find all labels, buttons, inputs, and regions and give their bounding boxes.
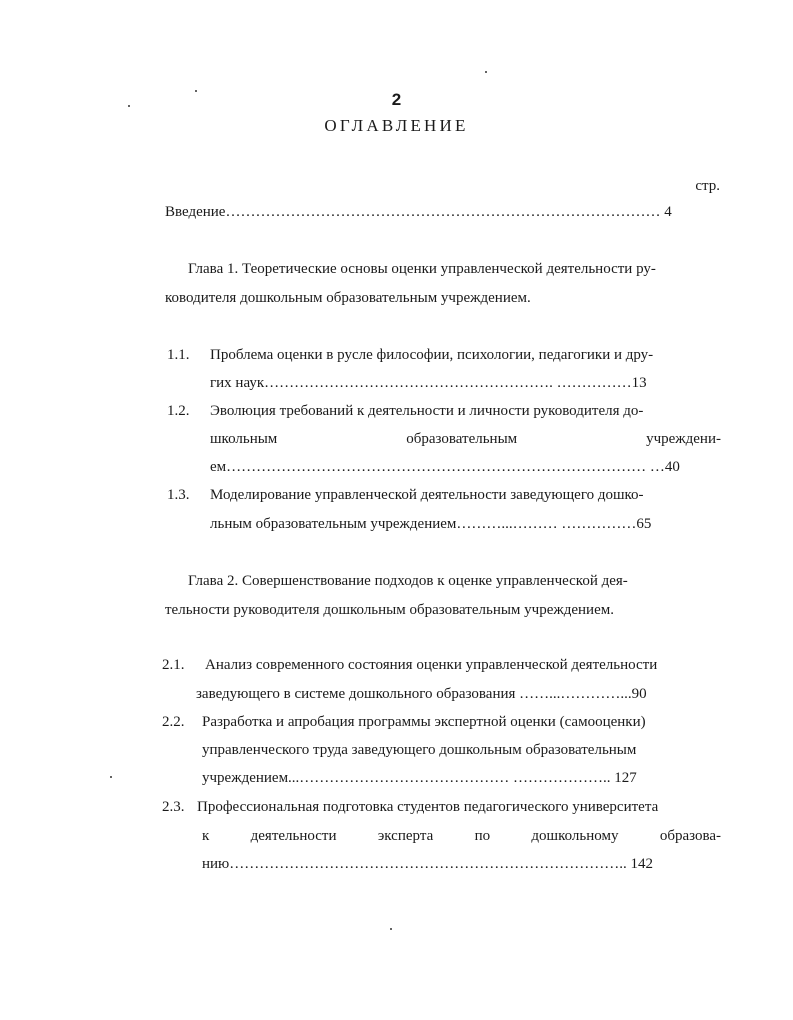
scan-speck [128, 105, 130, 107]
toc-word: к [202, 828, 210, 844]
toc-item-number: 1.3. [167, 487, 190, 503]
toc-word: образова- [659, 828, 721, 844]
scan-speck [485, 71, 487, 73]
toc-word: образовательным [406, 431, 518, 447]
toc-item-title-cont: ем………………………………………………………………………… …40 [210, 459, 680, 475]
scan-speck [110, 776, 112, 778]
scan-speck [195, 90, 197, 92]
toc-word: деятельности [250, 828, 337, 844]
toc-item-title: Моделирование управленческой деятельности заведующего дошко- [210, 487, 644, 503]
page-column-label: стр. [695, 178, 720, 194]
toc-item-title-cont: заведующего в системе дошкольного образования ……...…………...90 [196, 686, 647, 702]
chapter-2-heading-text: Глава 2. Совершенствование подходов к оценке управленческой дея- [188, 573, 628, 589]
toc-item-number: 2.2. [162, 714, 185, 730]
scan-speck [390, 928, 392, 930]
toc-item-number: 2.1. [162, 657, 185, 673]
toc-item-title-cont: льным образовательным учреждением………...……… ……………65 [210, 516, 652, 532]
page-title: ОГЛАВЛЕНИЕ [324, 116, 469, 135]
toc-word: учреждени- [646, 431, 721, 447]
chapter-1-heading-line-2: ководителя дошкольным образовательным учреждением. [165, 290, 531, 306]
toc-item-number: 1.2. [167, 403, 190, 419]
toc-word: эксперта [377, 828, 434, 844]
toc-word: школьным [210, 431, 278, 447]
toc-word: дошкольному [531, 828, 619, 844]
toc-item-title-cont [210, 429, 721, 449]
toc-item-title-cont: нию…………………………………………………………………….. 142 [202, 856, 654, 872]
page-number: 2 [391, 90, 402, 109]
toc-entry-intro: Введение…………………………………………………………………………… 4 [165, 204, 672, 220]
toc-item-title: Эволюция требований к деятельности и личности руководителя до- [210, 403, 644, 419]
toc-item-title: Проблема оценки в русле философии, психологии, педагогики и дру- [210, 347, 654, 363]
toc-item-title: Анализ современного состояния оценки управленческой деятельности [205, 657, 658, 673]
toc-item-title: Профессиональная подготовка студентов педагогического университета [197, 799, 659, 815]
chapter-2-heading-line-2: тельности руководителя дошкольным образовательным учреждением. [165, 602, 614, 618]
chapter-1-heading-line-1 [188, 259, 722, 279]
toc-item-title-cont: учреждением...…………………………………… ……………….. 127 [202, 770, 637, 786]
chapter-1-heading-text: Глава 1. Теоретические основы оценки управленческой деятельности ру- [188, 261, 656, 277]
toc-item-title: Разработка и апробация программы экспертной оценки (самооценки) [202, 714, 646, 730]
toc-word: по [474, 828, 491, 844]
toc-item-title-cont: управленческого труда заведующего дошкольным образовательным [202, 742, 637, 758]
toc-item-title-cont [202, 826, 721, 846]
toc-item-number: 1.1. [167, 347, 190, 363]
chapter-2-heading-line-1 [188, 571, 721, 591]
toc-item-number: 2.3. [162, 799, 185, 815]
toc-item-title-cont: гих наук…………………………………………………. ……………13 [210, 375, 647, 391]
